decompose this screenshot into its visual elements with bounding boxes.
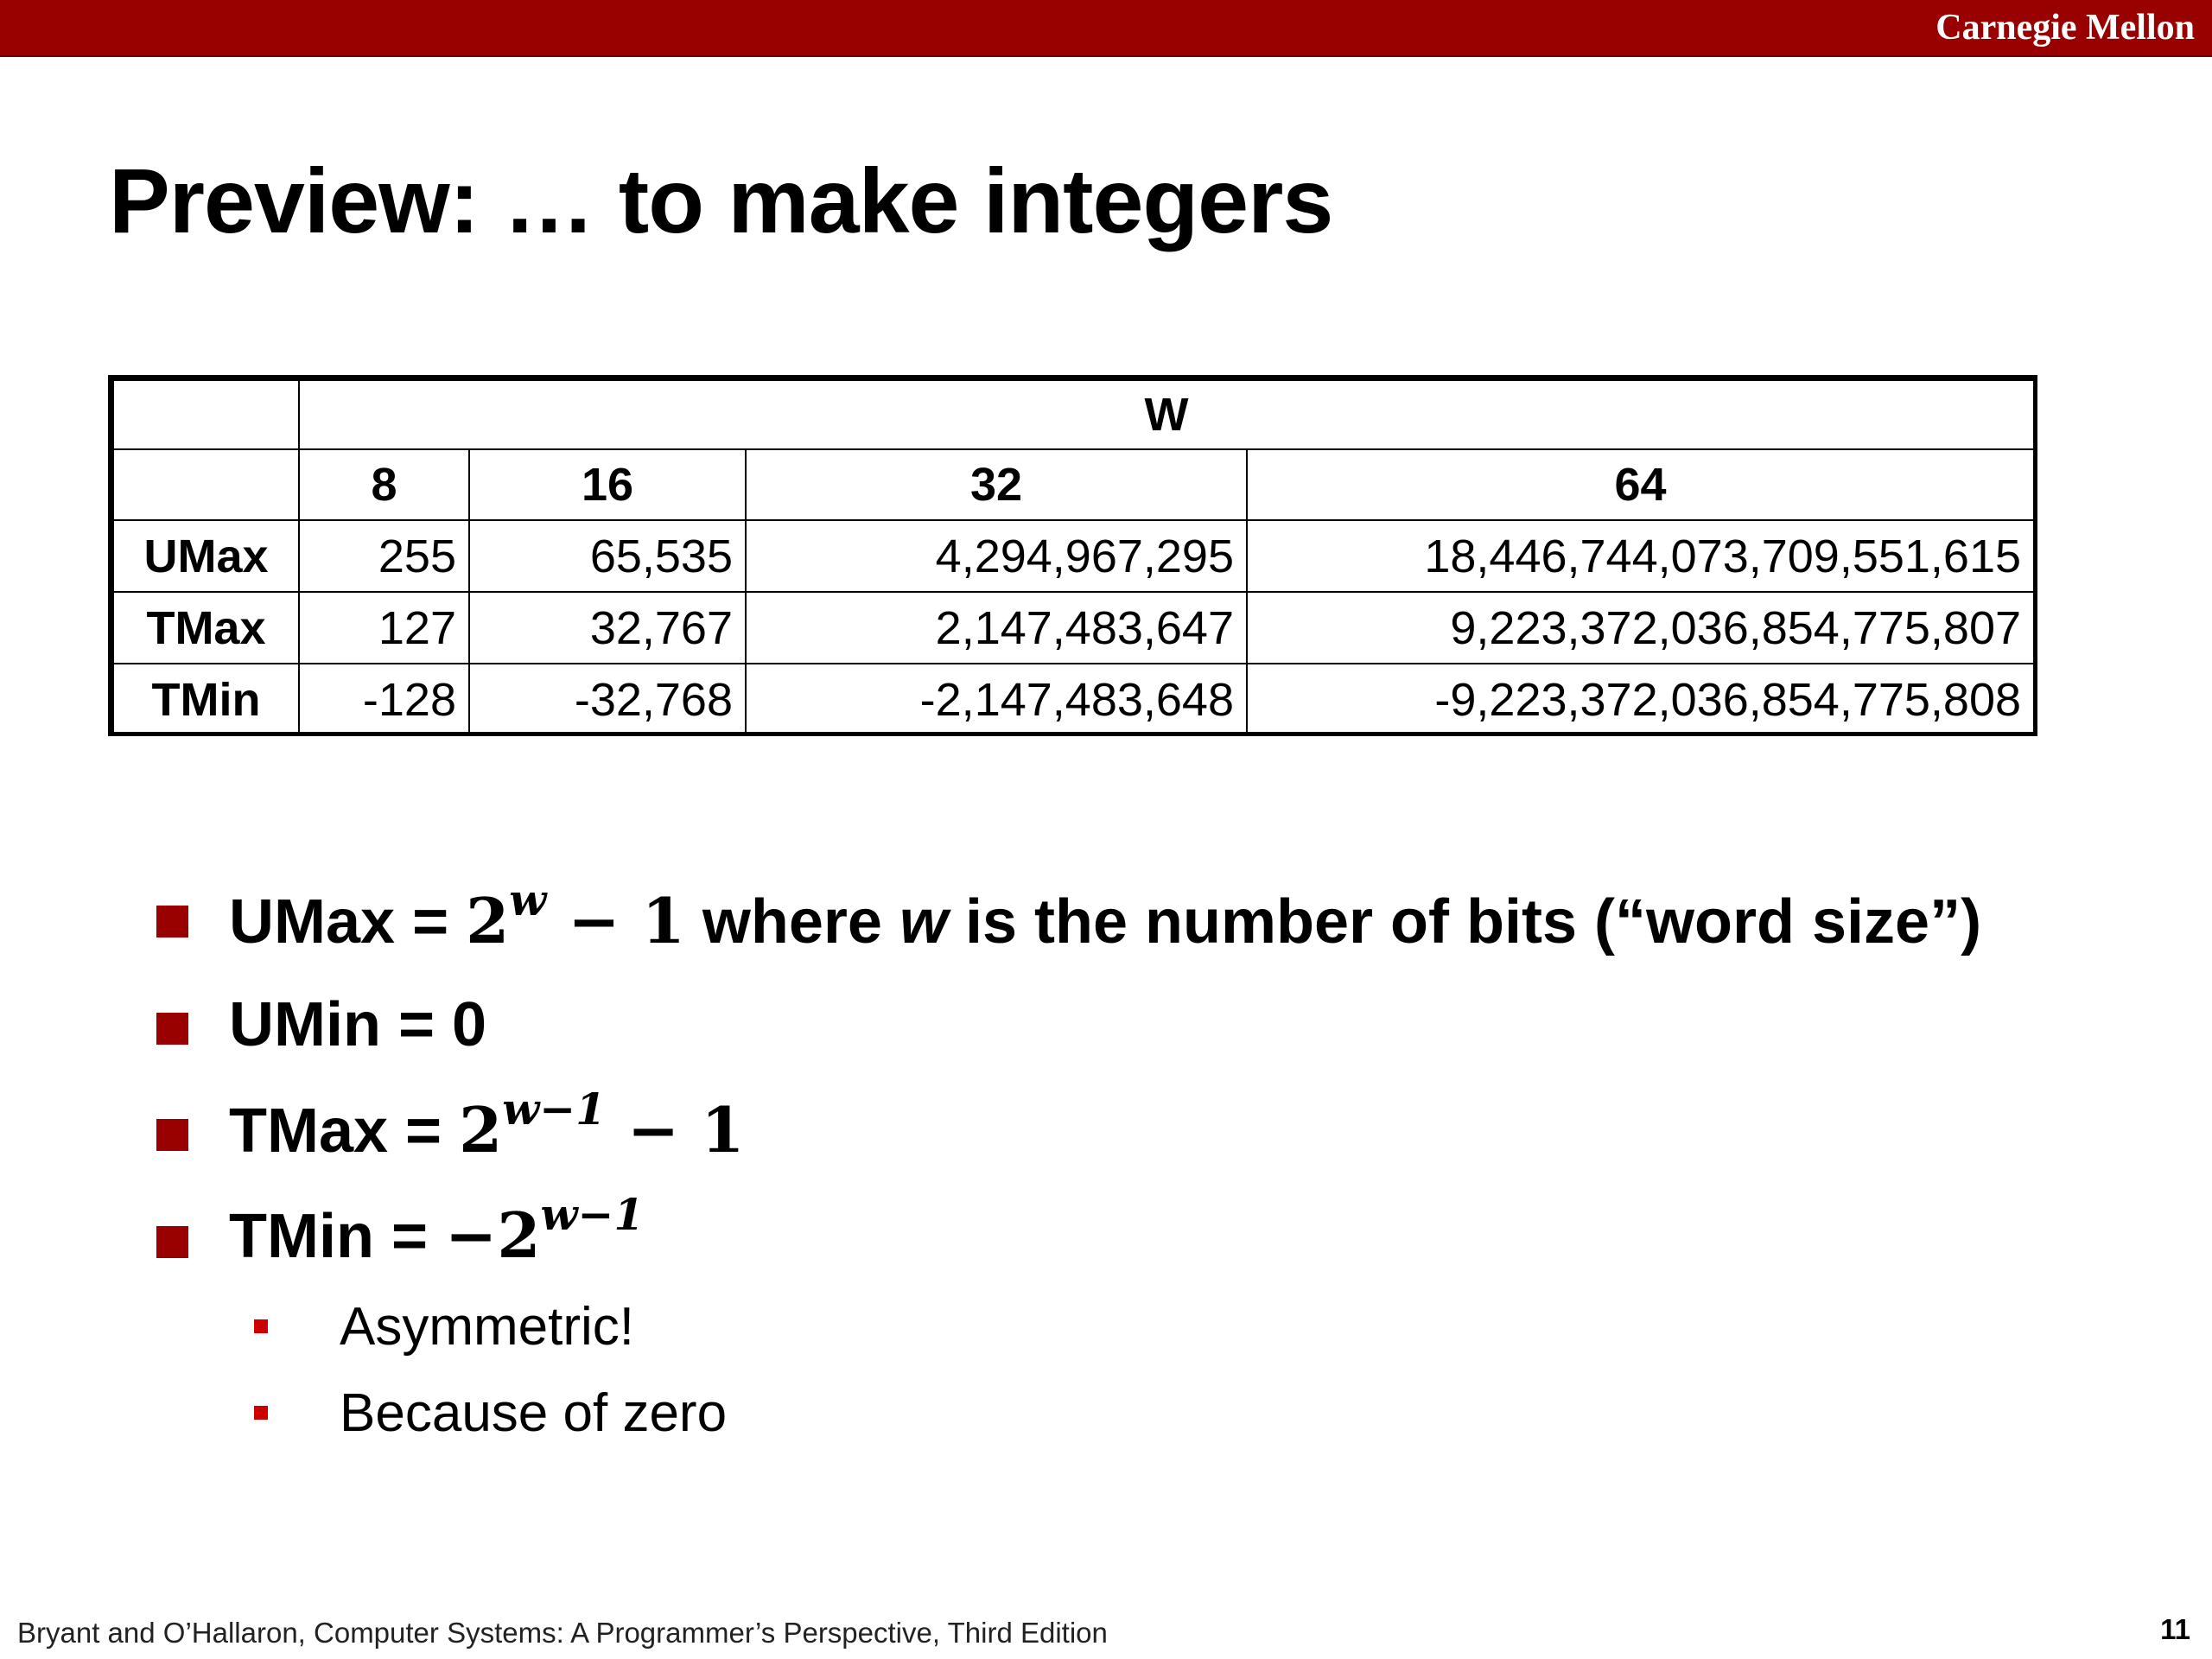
table-cell: 4,294,967,295	[746, 520, 1247, 592]
umax-lead: UMax =	[229, 887, 467, 957]
umax-mid: where	[684, 887, 899, 957]
tmax-minus-one: − 1	[605, 1093, 745, 1166]
bullet-tmin	[229, 1189, 645, 1279]
bullet-square-icon	[156, 906, 188, 938]
width-16-header: 16	[469, 449, 746, 520]
row-label-umax: UMax	[113, 520, 299, 592]
tmin-base: −2	[445, 1198, 541, 1272]
table-cell: 2,147,483,647	[746, 592, 1247, 664]
sub-bullet-square-icon	[254, 1406, 268, 1420]
table-cell: 127	[299, 592, 469, 664]
bullet-square-icon	[156, 1226, 188, 1258]
table-cell: -2,147,483,648	[746, 664, 1247, 735]
tmin-lead: TMin =	[229, 1202, 445, 1271]
sub-bullet-asymmetric: Asymmetric!	[340, 1297, 634, 1357]
umax-tail: is the number of bits (“word size”)	[947, 887, 1982, 957]
umax-var: w	[899, 887, 948, 957]
brand-name: Carnegie Mellon	[1936, 8, 2195, 48]
footer-citation: Bryant and O’Hallaron, Computer Systems: A Programmer’s Perspective, Third Edition	[17, 1617, 1108, 1649]
table-cell: -9,223,372,036,854,775,808	[1247, 664, 2034, 735]
table-cell: 9,223,372,036,854,775,807	[1247, 592, 2034, 664]
table-cell: -128	[299, 664, 469, 735]
umax-minus-one: − 1	[546, 884, 685, 957]
width-32-header: 32	[746, 449, 1247, 520]
width-8-header: 8	[299, 449, 469, 520]
tmax-exponent: w−1	[502, 1084, 606, 1135]
row-label-tmin: TMin	[113, 664, 299, 735]
tmin-exponent: w−1	[540, 1189, 645, 1240]
word-size-header: W	[299, 380, 2034, 449]
slide-title: Preview: … to make integers	[109, 150, 1333, 252]
bullet-square-icon	[156, 1119, 188, 1151]
table-cell: 65,535	[469, 520, 746, 592]
bullet-umax	[229, 874, 1982, 964]
bullet-tmax	[229, 1084, 745, 1173]
bullet-umin: UMin = 0	[229, 990, 487, 1059]
sub-bullet-because-of-zero: Because of zero	[340, 1383, 728, 1443]
tmax-base: 2	[459, 1093, 503, 1166]
table-cell: 255	[299, 520, 469, 592]
page-number: 11	[2160, 1613, 2190, 1645]
bullet-square-icon	[156, 1013, 188, 1045]
umax-base: 2	[466, 884, 510, 957]
umax-exponent: w	[509, 874, 547, 925]
table-cell: -32,768	[469, 664, 746, 735]
width-64-header: 64	[1247, 449, 2034, 520]
table-cell: 32,767	[469, 592, 746, 664]
table-cell: 18,446,744,073,709,551,615	[1247, 520, 2034, 592]
sub-bullet-square-icon	[254, 1319, 268, 1333]
row-label-tmax: TMax	[113, 592, 299, 664]
tmax-lead: TMax =	[229, 1096, 460, 1166]
